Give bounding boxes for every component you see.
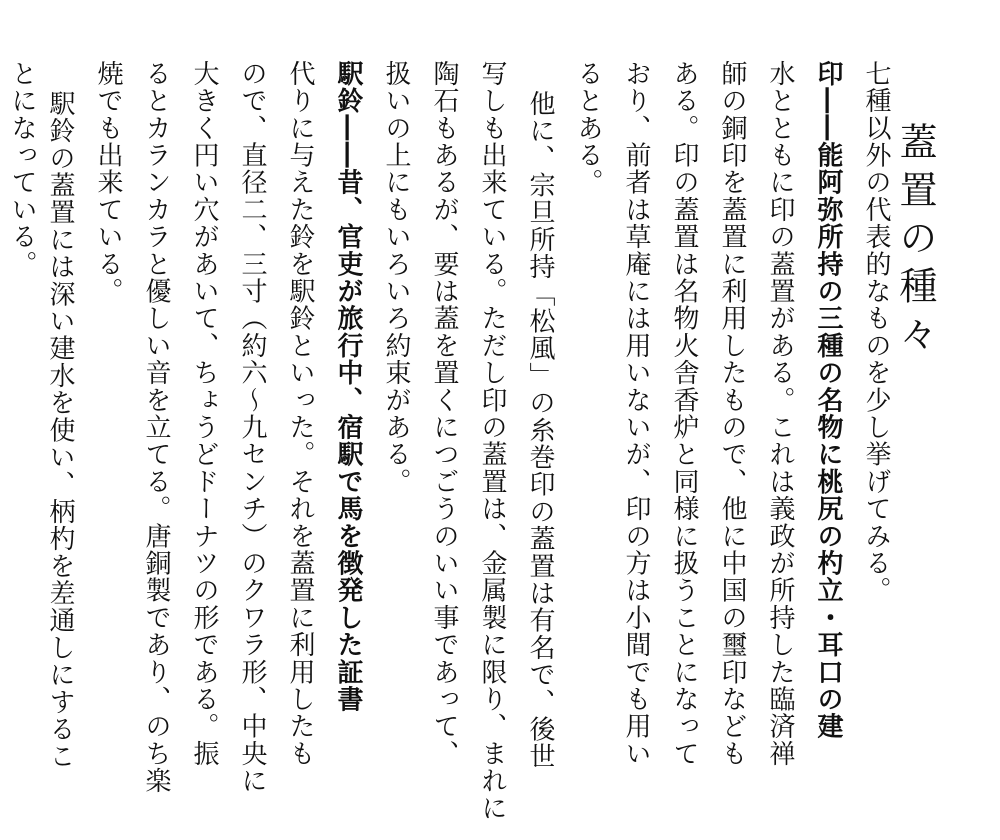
text-column-2: 印――能阿弥所持の三種の名物に桃尻の杓立・耳口の建: [813, 60, 843, 740]
section-title: 蓋置の種々: [893, 122, 937, 362]
text-column-11: 扱いの上にもいろいろ約束がある。: [381, 60, 411, 496]
text-column-4: 師の銅印を蓋置に利用したもので、他に中国の璽印なども: [717, 60, 747, 768]
text-column-10: 陶石もあるが、要は蓋を置くにつごうのいい事であって、: [429, 60, 459, 768]
text-column-9: 写しも出来ている。ただし印の蓋置は、金属製に限り、まれに: [477, 60, 507, 822]
text-column-1: 七種以外の代表的なものを少し挙げてみる。: [861, 60, 891, 604]
text-column-16: るとカランカラと優しい音を立てる。唐銅製であり、のち楽: [141, 60, 171, 795]
text-column-15: 大きく円い穴があいて、ちょうどドーナツの形である。振: [189, 60, 219, 768]
text-column-5: ある。印の蓋置は名物火舎香炉と同様に扱うことになって: [669, 60, 699, 768]
text-column-13: 代りに与えた鈴を駅鈴といった。それを蓋置に利用したも: [285, 60, 315, 768]
text-column-17: 焼でも出来ている。: [93, 60, 123, 305]
text-column-12: 駅鈴――昔、官吏が旅行中、宿駅で馬を徴発した証書: [333, 60, 363, 713]
text-column-6: おり、前者は草庵には用いないが、印の方は小間でも用い: [621, 60, 651, 768]
text-column-7: るとある。: [573, 60, 603, 196]
text-column-18: 駅鈴の蓋置には深い建水を使い、柄杓を差通しにするこ: [45, 90, 75, 770]
text-column-3: 水とともに印の蓋置がある。これは義政が所持した臨済禅: [765, 60, 795, 768]
text-column-14: ので、直径二、三寸（約六～九センチ）のクワラ形、中央に: [237, 60, 267, 795]
text-column-19: とになっている。: [7, 60, 37, 278]
text-column-8: 他に、宗旦所持「松風」の糸巻印の蓋置は有名で、後世: [525, 90, 555, 770]
